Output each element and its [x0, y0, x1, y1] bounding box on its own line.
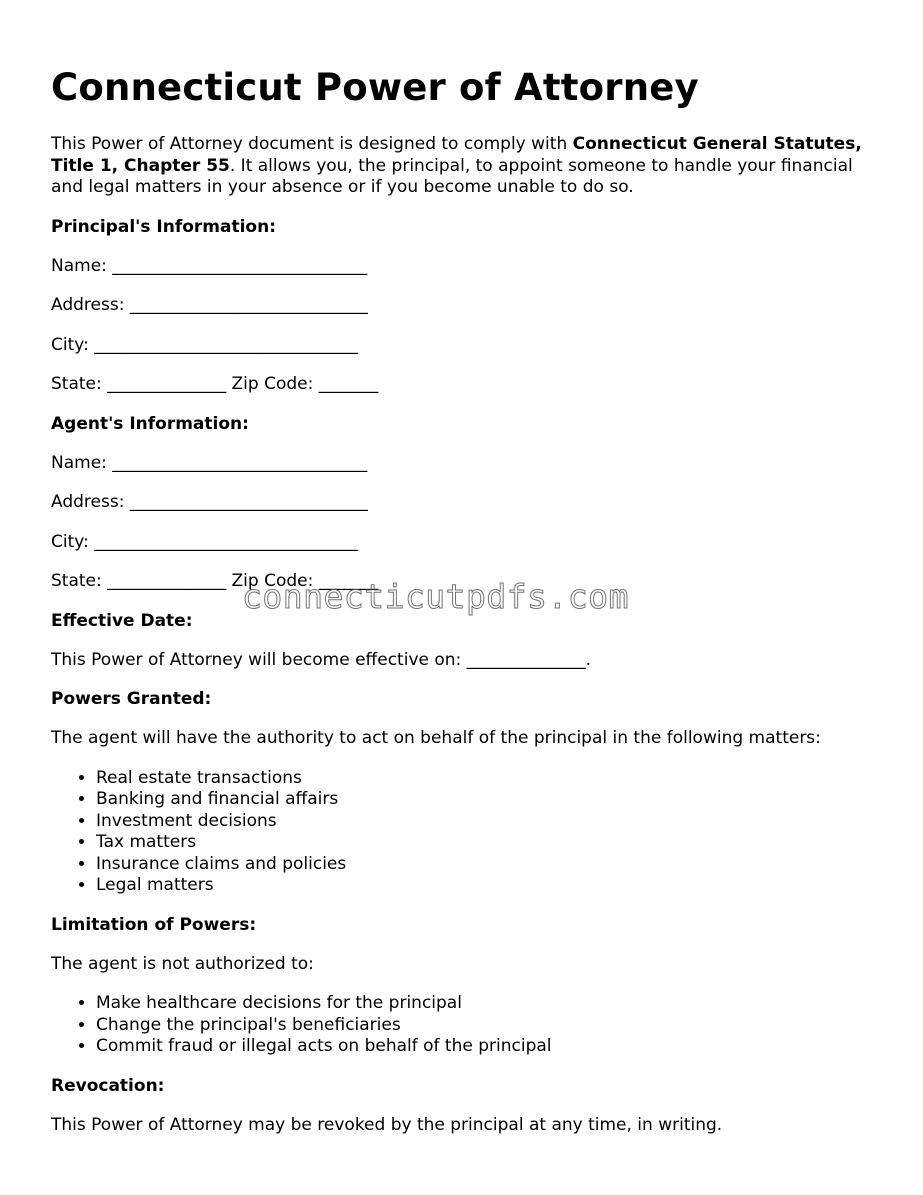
intro-statute-reference: Connecticut General Statutes, Title 1, Chapter 55 [51, 134, 862, 176]
principal-state-zip-field[interactable]: State: ______________ Zip Code: _______ [51, 374, 379, 394]
principal-city-field[interactable]: City: _______________________________ [51, 334, 358, 355]
list-item: • Investment decisions [96, 811, 881, 833]
agent-heading: Agent's Information: [51, 413, 249, 434]
revocation-text: This Power of Attorney may be revoked by the principal at any time, in writing. [51, 1114, 723, 1135]
principal-address-field[interactable]: Address: ____________________________ [51, 295, 368, 315]
intro-paragraph [51, 134, 881, 199]
agent-name-field[interactable]: Name: ______________________________ [51, 452, 368, 473]
limitations-list [51, 993, 881, 1058]
list-item: • Banking and financial affairs [96, 789, 881, 811]
list-item: • Make healthcare decisions for the principal [96, 993, 881, 1015]
limitations-heading: Limitation of Powers: [51, 914, 257, 935]
list-item: • Legal matters [96, 875, 881, 897]
list-item: • Real estate transactions [96, 768, 881, 790]
principal-name-field[interactable]: Name: ______________________________ [51, 255, 368, 276]
effective-date-field[interactable]: This Power of Attorney will become effective on: ______________. [51, 649, 592, 670]
limitations-text: The agent is not authorized to: [51, 953, 314, 974]
powers-heading: Powers Granted: [51, 689, 212, 709]
list-item: • Change the principal's beneficiaries [96, 1015, 881, 1037]
document-page [51, 62, 881, 1136]
agent-city-field[interactable]: City: _______________________________ [51, 531, 358, 552]
effective-date-heading: Effective Date: [51, 610, 193, 631]
document-title: Connecticut Power of Attorney [51, 66, 699, 109]
intro-text-before: This Power of Attorney document is designed to comply with [51, 134, 573, 154]
intro-text-after: . It allows you, the principal, to appoint someone to handle your financial and legal matters in your absence or if you become unable to do so. [51, 155, 853, 197]
list-item: • Insurance claims and policies [96, 854, 881, 876]
powers-list [51, 768, 881, 897]
list-item: • Tax matters [96, 832, 881, 854]
agent-state-zip-field[interactable]: State: ______________ Zip Code: _______ [51, 571, 379, 591]
revocation-heading: Revocation: [51, 1075, 165, 1096]
watermark: connecticutpdfs.com [242, 577, 629, 616]
agent-address-field[interactable]: Address: ____________________________ [51, 492, 368, 512]
list-item: • Commit fraud or illegal acts on behalf of the principal [96, 1036, 881, 1058]
principal-heading: Principal's Information: [51, 216, 276, 237]
powers-text: The agent will have the authority to act on behalf of the principal in the following matters: [51, 728, 821, 748]
